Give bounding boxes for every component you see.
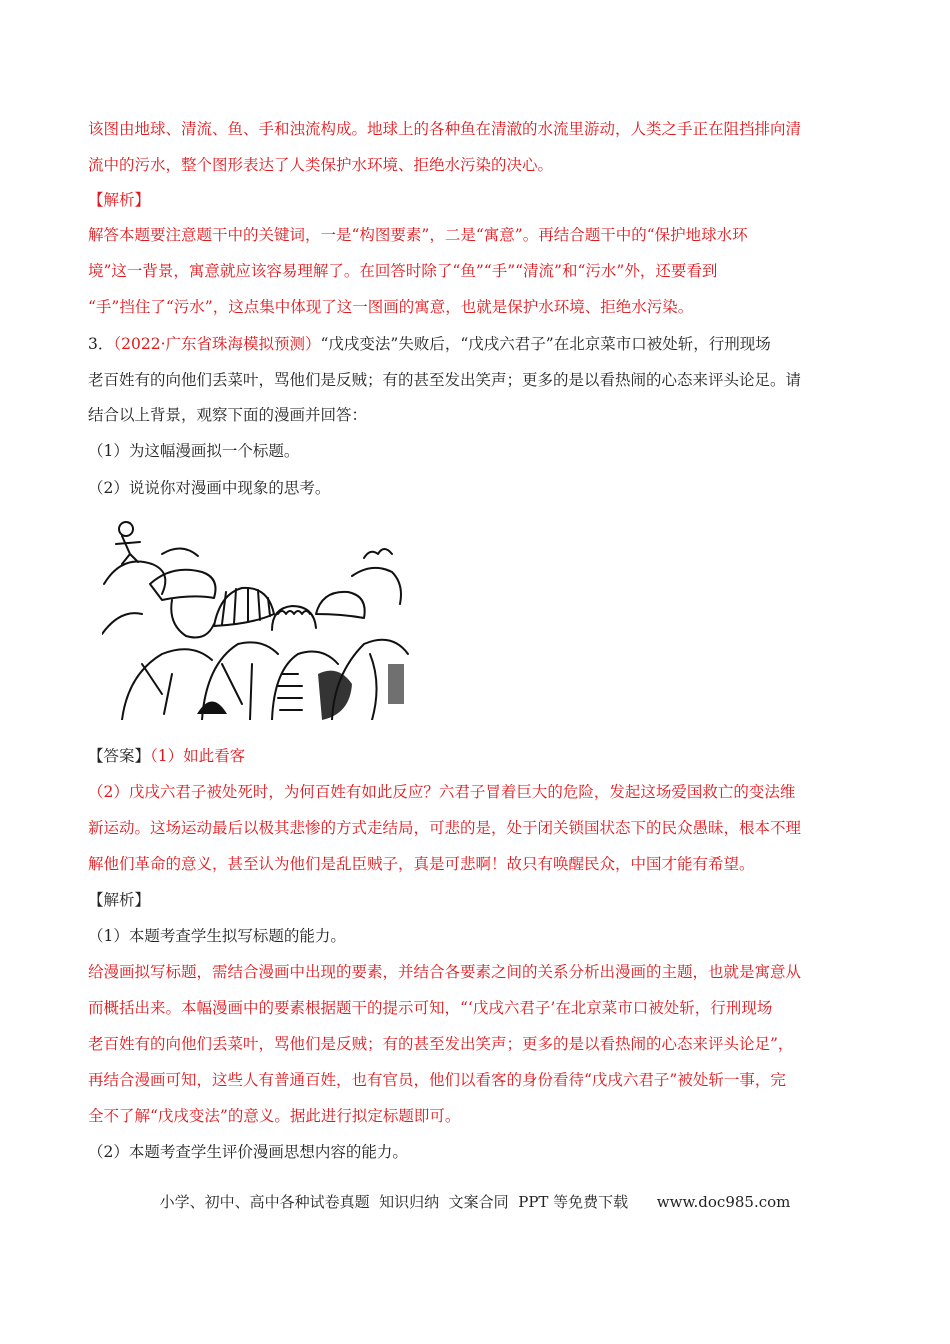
analysis-text-line: 给漫画拟写标题，需结合漫画中出现的要素，并结合各要素之间的关系分析出漫画的主题，也就是寓意从 bbox=[88, 963, 802, 981]
question-number: 3． bbox=[88, 335, 114, 353]
analysis-text-line: 全不了解“戊戌变法”的意义。据此进行拟定标题即可。 bbox=[88, 1107, 461, 1125]
analysis-text-line: 老百姓有的向他们丢菜叶，骂他们是反贼；有的甚至发出笑声；更多的是以看热闹的心态来评头论足”， bbox=[88, 1035, 794, 1053]
question-text-line: 结合以上背景，观察下面的漫画并回答： bbox=[88, 406, 368, 424]
sub-question-1: （1）为这幅漫画拟一个标题。 bbox=[88, 442, 300, 460]
answer-line bbox=[88, 745, 245, 767]
answer-1: （1）如此看客 bbox=[150, 747, 246, 765]
answer-text-line: 解他们革命的意义，甚至认为他们是乱臣贼子，真是可悲啊！故只有唤醒民众，中国才能有希望。 bbox=[88, 855, 755, 873]
sub-question-2: （2）说说你对漫画中现象的思考。 bbox=[88, 479, 331, 497]
analysis-sub-1: （1）本题考查学生拟写标题的能力。 bbox=[88, 927, 346, 945]
answer-text-line: 新运动。这场运动最后以极其悲惨的方式走结局，可悲的是，处于闭关锁国状态下的民众愚昧，根本不理 bbox=[88, 819, 802, 837]
analysis-text-line: “手”挡住了“污水”，这点集中体现了这一图画的寓意，也就是保护水环境、拒绝水污染。 bbox=[88, 298, 694, 316]
question-source: （2022·广东省珠海模拟预测） bbox=[113, 335, 321, 353]
analysis-heading: 【解析】 bbox=[88, 891, 151, 909]
analysis-sub-2: （2）本题考查学生评价漫画思想内容的能力。 bbox=[88, 1143, 408, 1161]
page-footer: 小学、初中、高中各种试卷真题 知识归纳 文案合同 PPT 等免费下载 www.doc985.com bbox=[159, 1193, 791, 1211]
crowd-cartoon-image bbox=[102, 514, 420, 720]
analysis-heading: 【解析】 bbox=[88, 191, 151, 209]
answer-text-line: （2）戊戌六君子被处死时，为何百姓有如此反应？六君子冒着巨大的危险，发起这场爱国救亡的变法维 bbox=[88, 783, 796, 801]
question-text-line: 老百姓有的向他们丢菜叶，骂他们是反贼；有的甚至发出笑声；更多的是以看热闹的心态来评头论足。请 bbox=[88, 371, 802, 389]
analysis-text-line: 解答本题要注意题干中的关键词，一是“构图要素”，二是“寓意”。再结合题干中的“保护地球水环 bbox=[88, 226, 748, 244]
analysis-text-line: 再结合漫画可知，这些人有普通百姓，也有官员，他们以看客的身份看待“戊戌六君子”被处斩一事，完 bbox=[88, 1071, 786, 1089]
question-text: “戊戌变法”失败后，“戊戌六君子”在北京菜市口被处斩，行刑现场 bbox=[320, 335, 771, 353]
analysis-text-line: 境”这一背景，寓意就应该容易理解了。在回答时除了“鱼”“手”“清流”和“污水”外，还要看到 bbox=[88, 262, 718, 280]
body-text-line: 流中的污水，整个图形表达了人类保护水环境、拒绝水污染的决心。 bbox=[88, 156, 554, 174]
analysis-text-line: 而概括出来。本幅漫画中的要素根据题干的提示可知，“‘戊戌六君子’在北京菜市口被处斩，行刑现场 bbox=[88, 999, 773, 1017]
answer-heading: 【答案】 bbox=[88, 747, 151, 765]
body-text-line: 该图由地球、清流、鱼、手和浊流构成。地球上的各种鱼在清澈的水流里游动，人类之手正在阻挡排向清 bbox=[88, 120, 802, 138]
question-3-line bbox=[88, 333, 771, 355]
